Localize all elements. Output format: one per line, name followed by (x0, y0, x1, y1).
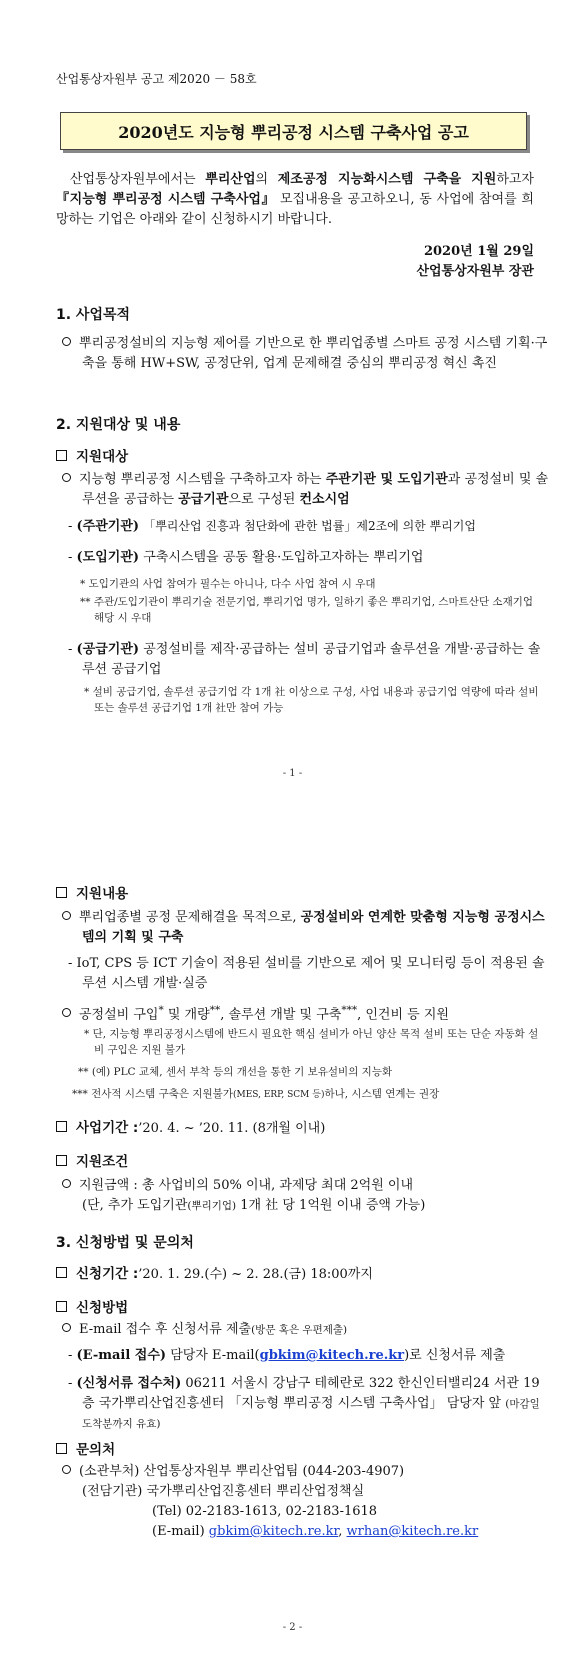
doc-number: 산업통상자원부 공고 제2020 － 58호 (56, 72, 257, 86)
content-dash-text: IoT, CPS 등 ICT 기술이 적용된 설비를 기반으로 제어 및 모니터링 등이 적용된 솔루션 시스템 개발·실증 (76, 956, 545, 991)
content-note-1: * 단, 지능형 뿌리공정시스템에 반드시 필요한 핵심 설비가 아닌 양산 목적 설비 또는 단순 자동화 설비 구입은 지원 불가 (84, 1028, 539, 1056)
circle-bullet-icon (62, 337, 71, 346)
docs-small: (마감일 도착분까지 유효) (82, 1398, 540, 1430)
note3-small: (MES, ERP, SCM 등) (232, 1090, 325, 1100)
content-item-2 (62, 1000, 532, 1025)
circle-bullet-icon (62, 473, 71, 482)
method-heading-text: 신청방법 (76, 1300, 129, 1316)
supply-text: 공정설비를 제작·공급하는 설비 공급기업과 솔루션을 개발·공급하는 솔루션 공급기업 (82, 642, 541, 677)
apply-period-line (56, 1262, 373, 1282)
email-submit-item: - (E-mail 접수) 담당자 E-mail(gbkim@kitech.re.kr)로 신청서류 제출 (68, 1348, 506, 1363)
circle-bullet-icon (62, 1465, 71, 1474)
content-bold: 공정설비와 연계한 맞춤형 지능형 공정시스템의 기획 및 구축 (82, 910, 545, 945)
target-bold: 컨소시엄 (299, 492, 350, 507)
content-note-3 (72, 1086, 532, 1103)
docs-label: (신청서류 접수처) (76, 1376, 182, 1391)
square-bullet-icon (56, 450, 67, 461)
doc-title: 2020년도 지능형 뿌리공정 시스템 구축사업 공고 (118, 122, 469, 142)
period-value: ’20. 4. ~ ’20. 11. (8개월 이내) (138, 1120, 326, 1136)
method-item (62, 1320, 532, 1340)
content2-text: 공정설비 구입 (79, 1007, 159, 1023)
contact-email-label: (E-mail) (152, 1524, 209, 1539)
condition-heading-text: 지원조건 (76, 1154, 129, 1170)
note3-text: 하나, 시스템 연계는 권장 (324, 1088, 440, 1100)
intro-bold: 『지능형 뿌리공정 시스템 구축사업』 (56, 192, 276, 207)
square-bullet-icon (56, 1267, 67, 1278)
section1-heading: 1. 사업목적 (56, 307, 131, 323)
content-heading-text: 지원내용 (76, 886, 129, 902)
content2-text: , 인건비 등 지원 (357, 1007, 449, 1023)
note3-text: *** 전사적 시스템 구축은 지원불가 (72, 1088, 233, 1100)
adopt-org-item: - (도입기관) 구축시스템을 공동 활용·도입하고자하는 뿌리기업 (68, 550, 424, 565)
intro-bold: 뿌리산업 (205, 172, 256, 187)
intro-bold: 제조공정 지능화시스템 구축을 지원 (277, 172, 497, 187)
adopt-note-1: * 도입기관의 사업 참여가 필수는 아니나, 다수 사업 참여 시 우대 (80, 578, 376, 590)
condition-line-1: 지원금액 : 총 사업비의 50% 이내, 과제당 최대 2억원 이내 (79, 1178, 414, 1193)
supply-note: * 설비 공급기업, 솔루션 공급기업 각 1개 社 이상으로 구성, 사업 내용과 공급기업 역량에 따라 설비 또는 솔루션 공급기업 1개 社만 참여 가능 (84, 686, 539, 714)
adopt-label: (도입기관) (76, 550, 140, 565)
email-label: (E-mail 접수) (76, 1348, 167, 1363)
method-heading (56, 1296, 128, 1316)
section2-heading: 2. 지원대상 및 내용 (56, 417, 181, 433)
square-bullet-icon (56, 1443, 67, 1454)
supply-org-item: - (공급기관) 공정설비를 제작·공급하는 설비 공급기업과 솔루션을 개발·공급하는 솔루션 공급기업 (68, 642, 541, 677)
contact-email-link-2[interactable]: wrhan@kitech.re.kr (346, 1524, 479, 1539)
condition-line-2: (단, 추가 도입기관 (82, 1198, 188, 1213)
email-link[interactable]: gbkim@kitech.re.kr (259, 1348, 405, 1363)
condition-small: (뿌리기업) (187, 1200, 237, 1212)
lead-label: (주관기관) (76, 519, 140, 534)
method-text: E-mail 접수 후 신청서류 제출 (79, 1322, 252, 1337)
contact-tel: (Tel) 02-2183-1613, 02-2183-1618 (152, 1504, 378, 1519)
intro-text: 산업통상자원부에서는 (70, 172, 206, 187)
target-text: 지능형 뿌리공정 시스템을 구축하고자 하는 (79, 472, 326, 487)
footnote-mark: ** (209, 1004, 221, 1016)
square-bullet-icon (56, 1121, 67, 1132)
page-number-2: - 2 - (282, 1622, 303, 1633)
footnote-mark: *** (341, 1004, 358, 1016)
intro-paragraph (56, 170, 534, 230)
contact-heading-text: 문의처 (76, 1442, 116, 1458)
email-text: )로 신청서류 제출 (404, 1348, 506, 1363)
page-number-1: - 1 - (282, 768, 303, 779)
contact-email-link-1[interactable]: gbkim@kitech.re.kr (208, 1524, 339, 1539)
period-label: 사업기간 : (76, 1120, 139, 1136)
apply-period-value: ’20. 1. 29.(수) ~ 2. 28.(금) 18:00까지 (138, 1266, 373, 1282)
intro-text: 의 (255, 172, 278, 187)
issue-block (416, 242, 534, 282)
square-bullet-icon (56, 887, 67, 898)
content-text: 뿌리업종별 공정 문제해결을 목적으로, (79, 910, 301, 925)
condition-item (62, 1176, 532, 1216)
content2-text: 및 개량 (163, 1007, 210, 1023)
footnote-mark: * (158, 1004, 164, 1016)
apply-period-label: 신청기간 : (76, 1266, 139, 1282)
condition-line-2: 1개 社 당 1억원 이내 증액 가능) (236, 1198, 426, 1213)
circle-bullet-icon (62, 911, 71, 920)
content-note-2: ** (예) PLC 교체, 센서 부착 등의 개선을 통한 기 보유설비의 지능화 (78, 1066, 393, 1078)
adopt-text: 구축시스템을 공동 활용·도입하고자하는 뿌리기업 (143, 550, 424, 565)
section1-item (62, 334, 552, 374)
issue-date: 2020년 1월 29일 (423, 244, 534, 259)
method-small: (방문 혹은 우편제출) (251, 1324, 348, 1336)
docs-text: 06211 서울시 강남구 테헤란로 322 한신인터밸리24 서관 19층 국가뿌리산업진흥센터 「지능형 뿌리공정 시스템 구축사업」 담당자 앞 (82, 1376, 540, 1411)
content-dash-item: - IoT, CPS 등 ICT 기술이 적용된 설비를 기반으로 제어 및 모니터링 등이 적용된 솔루션 시스템 개발·실증 (68, 956, 545, 991)
circle-bullet-icon (62, 1008, 71, 1017)
target-bold: 주관기관 및 도입기관 (325, 472, 448, 487)
intro-text: 하고자 (496, 172, 534, 187)
contact-line-2: (전담기관) 국가뿌리산업진흥센터 뿌리산업정책실 (82, 1484, 365, 1499)
period-line (56, 1116, 325, 1136)
target-item (62, 470, 552, 510)
intro-text: 모집내용을 공고하오니, 동 사업에 참여를 희망하는 기업은 아래와 같이 신청하시기 바랍니다. (56, 192, 534, 227)
doc-title-box (60, 112, 527, 150)
target-heading (56, 445, 128, 465)
content2-text: , 솔루션 개발 및 구축 (220, 1007, 342, 1023)
contact-line-1: (소관부처) 산업통상자원부 뿌리산업팀 (044-203-4907) (79, 1464, 405, 1479)
supply-label: (공급기관) (76, 642, 140, 657)
circle-bullet-icon (62, 1179, 71, 1188)
square-bullet-icon (56, 1155, 67, 1166)
contact-sep: , (338, 1524, 347, 1539)
lead-org-item: - (주관기관) 「뿌리산업 진흥과 첨단화에 관한 법률」제2조에 의한 뿌리기업 (68, 519, 476, 534)
content-item-1 (62, 908, 552, 948)
section1-item-text: 뿌리공정설비의 지능형 제어를 기반으로 한 뿌리업종별 스마트 공정 시스템 기획·구축을 통해 HW+SW, 공정단위, 업계 문제해결 중심의 뿌리공정 혁신 촉진 (79, 336, 548, 371)
lead-text: 「뿌리산업 진흥과 첨단화에 관한 법률」제2조에 의한 뿌리기업 (143, 519, 476, 533)
issuer: 산업통상자원부 장관 (416, 264, 534, 279)
docs-submit-item: - (신청서류 접수처) 06211 서울시 강남구 테헤란로 322 한신인터밸리24 서관 19층 국가뿌리산업진흥센터 「지능형 뿌리공정 시스템 구축사업」 담당자 앞 (마감일 도착분까지 유효) (68, 1376, 540, 1430)
circle-bullet-icon (62, 1323, 71, 1332)
email-text: 담당자 E-mail( (166, 1348, 260, 1363)
adopt-note-2: ** 주관/도입기관이 뿌리기술 전문기업, 뿌리기업 명가, 일하기 좋은 뿌리기업, 스마트산단 소재기업 해당 시 우대 (80, 596, 534, 624)
content-heading (56, 882, 128, 902)
contact-heading (56, 1438, 115, 1458)
square-bullet-icon (56, 1301, 67, 1312)
target-heading-text: 지원대상 (76, 449, 129, 465)
target-text: 으로 구성된 (228, 492, 300, 507)
condition-heading (56, 1150, 128, 1170)
contact-item (62, 1462, 532, 1542)
section3-heading: 3. 신청방법 및 문의처 (56, 1235, 194, 1251)
target-text: 과 공정설비 및 솔루션을 공급하는 (82, 472, 549, 507)
target-bold: 공급기관 (178, 492, 229, 507)
